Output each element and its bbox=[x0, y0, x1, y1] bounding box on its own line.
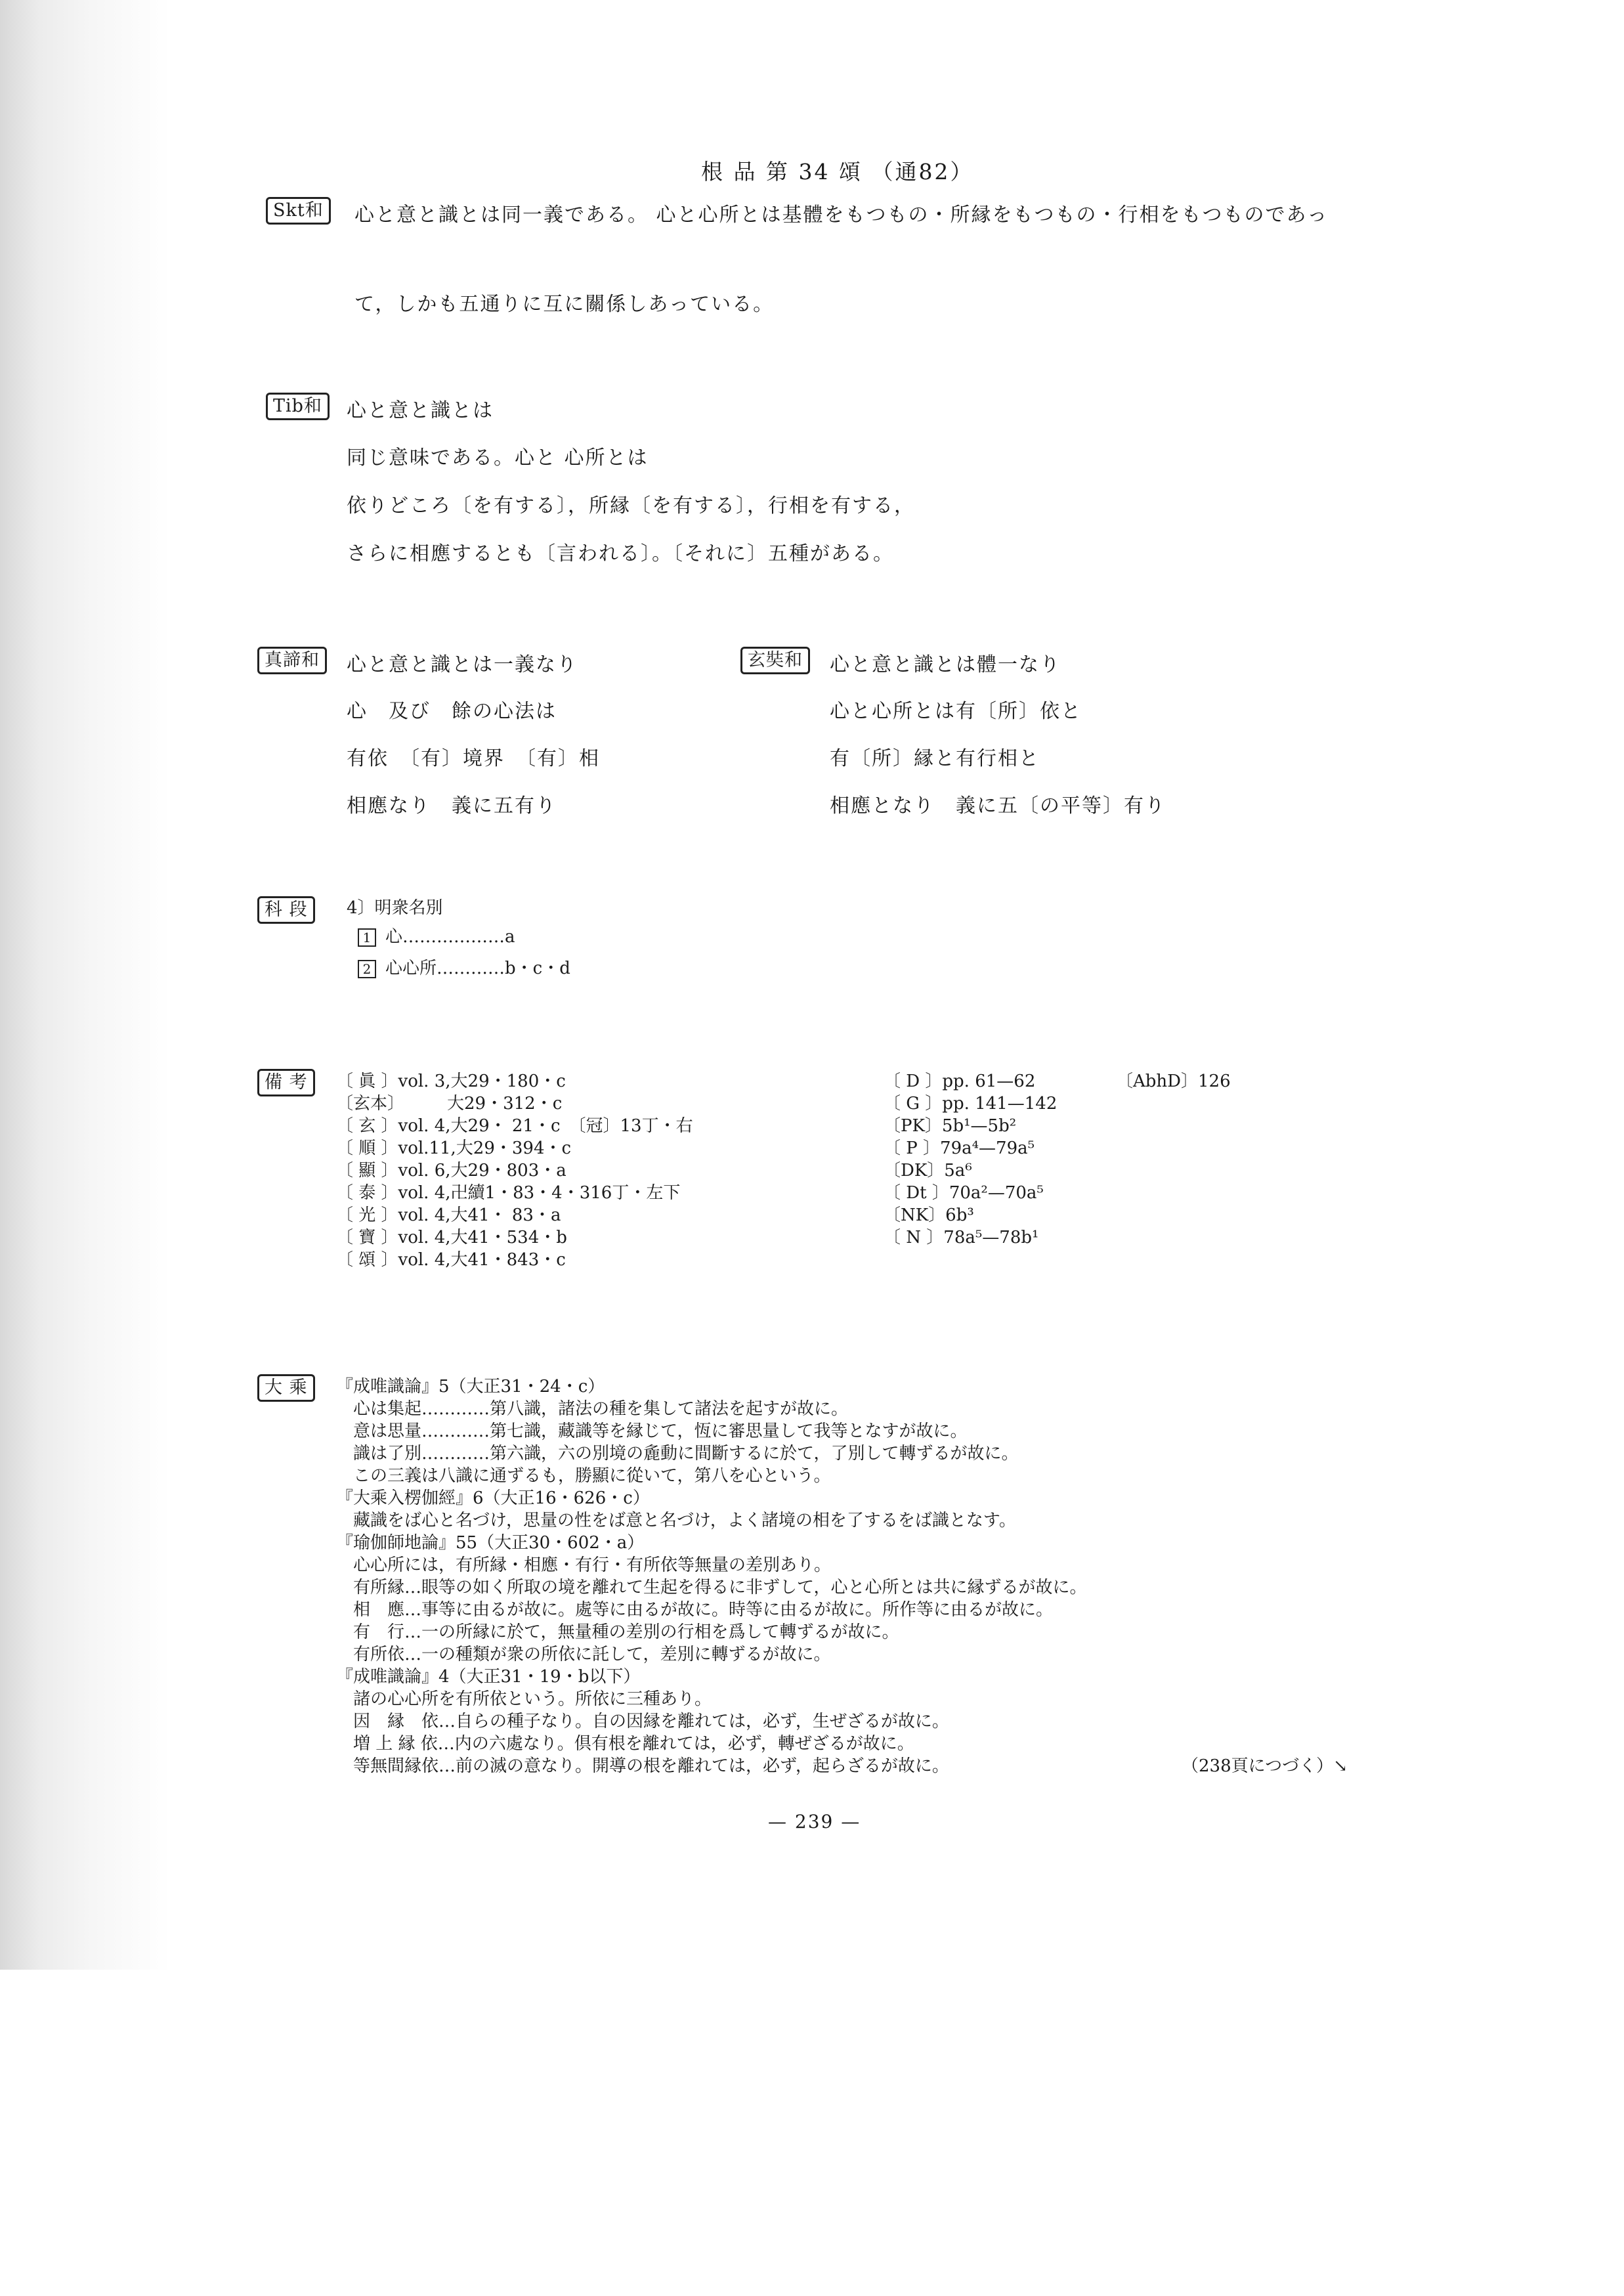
ref-row: 〔 順 〕vol.11,大29・394・c bbox=[336, 1138, 572, 1158]
tib-line-2: 同じ意味である。心と 心所とは bbox=[347, 446, 649, 469]
daijo-source: 『大乘入楞伽經』6（大正16・626・c） bbox=[336, 1488, 650, 1508]
shindai-line-1: 心と意と識とは一義なり bbox=[347, 653, 578, 676]
shindai-line-4: 相應なり 義に五有り bbox=[347, 794, 557, 817]
daijo-line: 相 應…事等に由るが故に。處等に由るが故に。時等に由るが故に。所作等に由るが故に。 bbox=[336, 1600, 1054, 1620]
daijo-line: 意は思量…………第七識，藏識等を縁じて，恆に審思量して我等となすが故に。 bbox=[336, 1421, 968, 1441]
shindai-line-3: 有依 〔有〕境界 〔有〕相 bbox=[347, 747, 600, 770]
daijo-line: 心は集起…………第八識，諸法の種を集して諸法を起すが故に。 bbox=[336, 1399, 849, 1419]
continued-note: （238頁につづく）↘ bbox=[1182, 1756, 1348, 1776]
kadan-title: 4〕明衆名別 bbox=[347, 898, 443, 918]
tib-tag: Tib和 bbox=[266, 393, 330, 420]
ref-row: 〔 Dt 〕70a²—70a⁵ bbox=[884, 1183, 1044, 1203]
daijo-line: 識は了別…………第六識，六の別境の麁動に間斷するに於て，了別して轉ずるが故に。 bbox=[336, 1444, 1019, 1463]
kadan-item-2-text: 心心所…………b・c・d bbox=[385, 959, 570, 978]
daijo-line: 心心所には，有所縁・相應・有行・有所依等無量の差別あり。 bbox=[336, 1555, 832, 1575]
genjo-line-3: 有〔所〕縁と有行相と bbox=[830, 747, 1040, 770]
daijo-line: 因 縁 依…自らの種子なり。自の因縁を離れては，必ず，生ぜざるが故に。 bbox=[336, 1712, 949, 1731]
genjo-tag: 玄奘和 bbox=[740, 647, 810, 674]
shindai-tag: 真諦和 bbox=[257, 647, 327, 674]
kadan-item-2 bbox=[358, 957, 570, 980]
kadan-item-1 bbox=[358, 926, 515, 948]
ref-row: 〔 D 〕pp. 61—62 bbox=[884, 1072, 1036, 1091]
daijo-source: 『成唯識論』4（大正31・19・b以下） bbox=[336, 1667, 641, 1687]
ref-row: 〔 玄 〕vol. 4,大29・ 21・c 〔冠〕13丁・右 bbox=[336, 1116, 693, 1136]
ref-row: 〔 G 〕pp. 141—142 bbox=[884, 1094, 1058, 1114]
ref-row: 〔 光 〕vol. 4,大41・ 83・a bbox=[336, 1205, 561, 1225]
ref-row: 〔PK〕5b¹—5b² bbox=[884, 1116, 1017, 1136]
daijo-line: 有所縁…眼等の如く所取の境を離れて生起を得るに非ずして，心と心所とは共に縁ずるが故に。 bbox=[336, 1578, 1087, 1597]
page-number: — 239 — bbox=[768, 1811, 861, 1832]
daijo-line: 藏識をば心と名づけ，思量の性をば意と名づけ，よく諸境の相を了するをば識となす。 bbox=[336, 1511, 1016, 1530]
ref-row: 〔玄本〕 大29・312・c bbox=[336, 1094, 563, 1114]
ref-row: 〔 頌 〕vol. 4,大41・843・c bbox=[336, 1250, 566, 1270]
shindai-line-2: 心 及び 餘の心法は bbox=[347, 700, 557, 723]
page-title: 根 品 第 34 頌 （通82） bbox=[701, 159, 974, 184]
daijo-text-block bbox=[336, 1375, 1086, 1777]
skt-line-2: て，しかも五通りに互に關係しあっている。 bbox=[354, 293, 775, 316]
tib-line-3: 依りどころ〔を有する〕，所縁〔を有する〕，行相を有する， bbox=[347, 494, 915, 517]
daijo-line: 有所依…一の種類が衆の所依に託して，差別に轉ずるが故に。 bbox=[336, 1645, 831, 1664]
ref-row: 〔 P 〕79a⁴—79a⁵ bbox=[884, 1138, 1035, 1158]
kadan-item-1-text: 心………………a bbox=[385, 927, 515, 947]
ref-row: 〔NK〕6b³ bbox=[884, 1205, 974, 1225]
daijo-line: 増 上 縁 依…内の六處なり。倶有根を離れては，必ず，轉ぜざるが故に。 bbox=[336, 1734, 914, 1754]
daijo-line: 諸の心心所を有所依という。所依に三種あり。 bbox=[336, 1689, 712, 1709]
biko-right-list bbox=[884, 1070, 1057, 1249]
genjo-line-1: 心と意と識とは體一なり bbox=[830, 653, 1061, 676]
ref-row: 〔 泰 〕vol. 4,卍續1・83・4・316丁・左下 bbox=[336, 1183, 681, 1203]
biko-tag: 備 考 bbox=[257, 1069, 315, 1096]
daijo-source: 『瑜伽師地論』55（大正30・602・a） bbox=[336, 1533, 645, 1553]
daijo-source: 『成唯識論』5（大正31・24・c） bbox=[336, 1377, 605, 1397]
tib-line-4: さらに相應するとも〔言われる〕。〔それに〕五種がある。 bbox=[347, 542, 894, 565]
skt-tag: Skt和 bbox=[266, 197, 331, 225]
ref-row: 〔 眞 〕vol. 3,大29・180・c bbox=[336, 1072, 566, 1091]
kadan-tag: 科 段 bbox=[257, 896, 315, 924]
biko-abhd-ref: 〔AbhD〕126 bbox=[1116, 1072, 1231, 1091]
daijo-tag: 大 乘 bbox=[257, 1374, 315, 1402]
tib-line-1: 心と意と識とは bbox=[347, 399, 494, 422]
daijo-line: 有 行…一の所縁に於て，無量種の差別の行相を爲して轉ずるが故に。 bbox=[336, 1622, 899, 1642]
skt-line-1: 心と意と識とは同一義である。 心と心所とは基體をもつもの・所縁をもつもの・行相をもつものであっ bbox=[354, 204, 1329, 227]
biko-left-list bbox=[336, 1070, 693, 1271]
ref-row: 〔 顯 〕vol. 6,大29・803・a bbox=[336, 1161, 566, 1180]
kadan-item-2-number: 2 bbox=[358, 960, 376, 978]
daijo-line: 等無間縁依…前の滅の意なり。開導の根を離れては，必ず，起らざるが故に。 bbox=[336, 1756, 949, 1776]
ref-row: 〔 N 〕78a⁵—78b¹ bbox=[884, 1228, 1039, 1247]
genjo-line-4: 相應となり 義に五〔の平等〕有り bbox=[830, 794, 1166, 817]
scan-edge-shadow bbox=[0, 0, 171, 1970]
ref-row: 〔DK〕5a⁶ bbox=[884, 1161, 972, 1180]
daijo-line: この三義は八識に通ずるも，勝顯に從いて，第八を心という。 bbox=[336, 1466, 831, 1486]
kadan-item-1-number: 1 bbox=[358, 928, 376, 947]
ref-row: 〔 寶 〕vol. 4,大41・534・b bbox=[336, 1228, 567, 1247]
genjo-line-2: 心と心所とは有〔所〕依と bbox=[830, 700, 1082, 723]
